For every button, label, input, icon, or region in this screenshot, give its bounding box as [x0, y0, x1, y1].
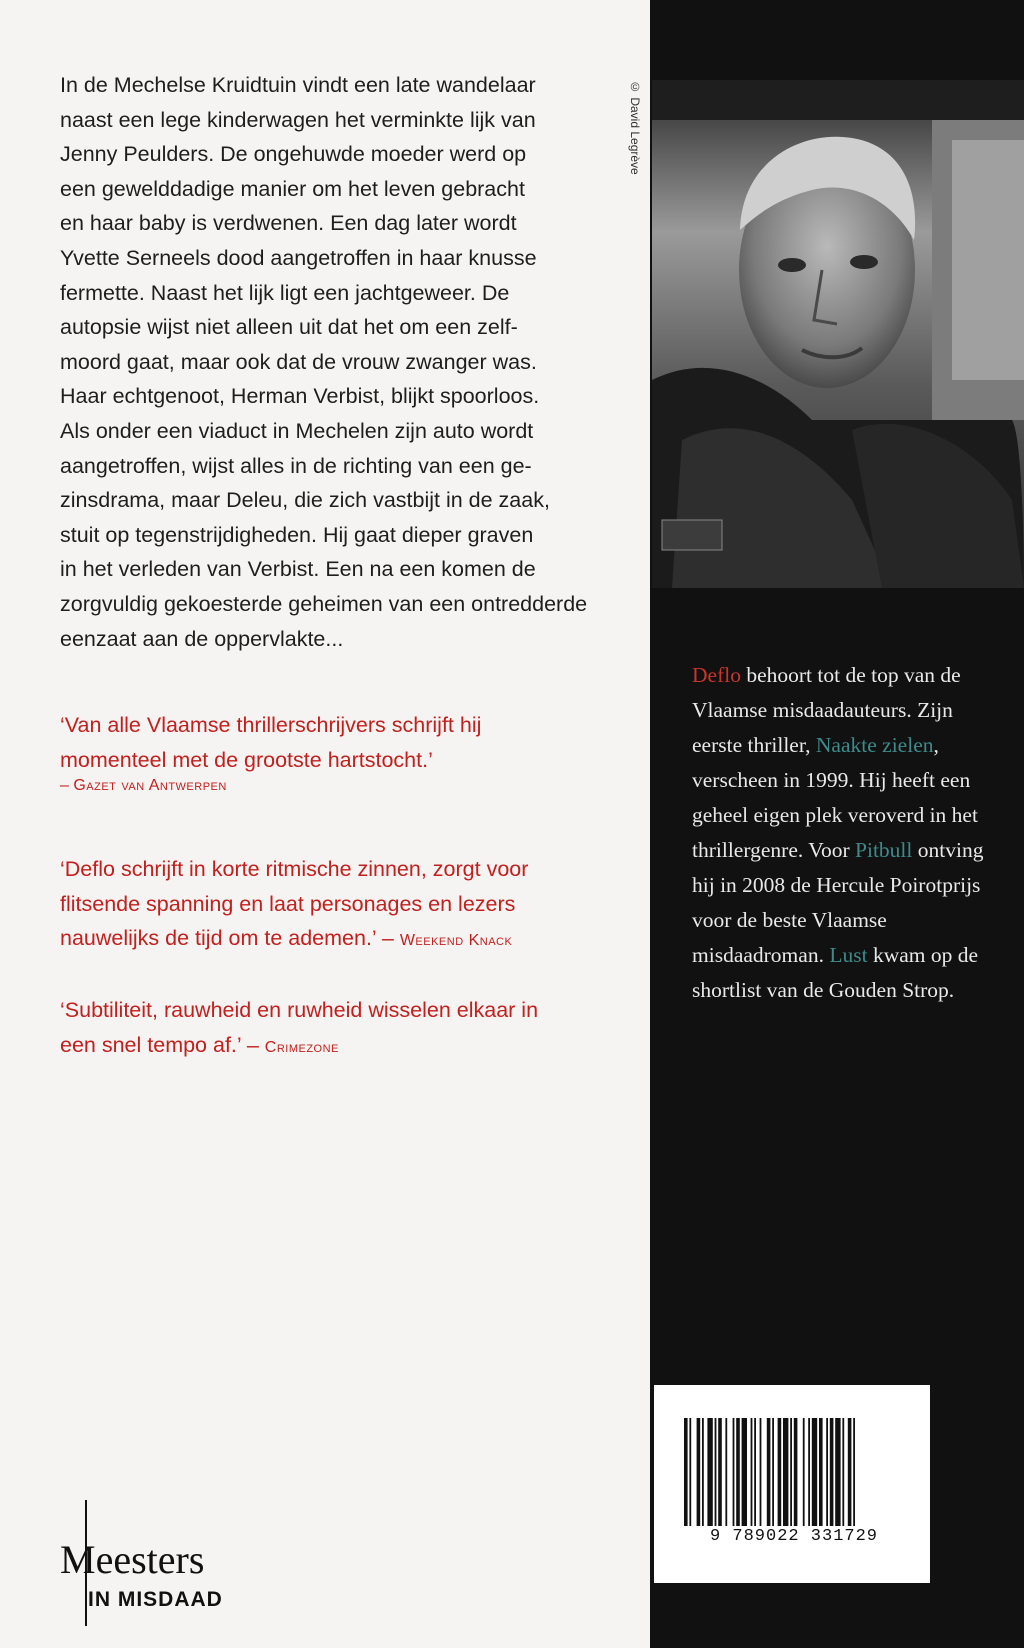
barcode-bar [742, 1418, 747, 1526]
barcode-bar [718, 1418, 722, 1526]
logo-wordmark: Meesters [60, 1537, 205, 1582]
barcode-bar [794, 1418, 798, 1526]
author-photo [652, 80, 1024, 588]
barcode-bar [760, 1418, 762, 1526]
book-title: Naakte zielen [815, 732, 934, 757]
barcode-bar [783, 1418, 788, 1526]
barcode-bar [812, 1418, 817, 1526]
barcode-bar [754, 1418, 756, 1526]
barcode-bar [819, 1418, 823, 1526]
barcode-bar [684, 1418, 688, 1526]
barcode-bar [853, 1418, 855, 1526]
review-quote-1 [60, 708, 600, 795]
barcode-bar [733, 1418, 735, 1526]
blurb-text: In de Mechelse Kruidtuin vindt een late wandelaar naast een lege kinderwagen het verminkte lijk van Jenny Peulders. De ongehuwde moeder werd op een gewelddadige manier om het leven gebracht en haar baby is verdwenen. Een dag later wordt Yvette Serneels dood aangetroffen in haar knusse fermette. Naast het lijk ligt een jachtgeweer. De autopsie wijst niet alleen uit dat het om een zelf- moord gaat, maar ook dat de vrouw zwanger was. Haar echtgenoot, Herman Verbist, blijkt spoorloos. Als onder een viaduct in Mechelen zijn auto wordt aangetroffen, wijst alles in de richting van een ge- zinsdrama, maar Deleu, die zich vastbijt in de zaak, stuit op tegenstrijdigheden. Hij gaat dieper graven in het verleden van Verbist. Een na een komen de zorgvuldig gekoesterde geheimen van een ontredderde eenzaat aan de oppervlakte... [60, 73, 588, 651]
review-quote-3 [60, 993, 600, 1065]
barcode-bar [751, 1418, 753, 1526]
quote-text: ‘Subtiliteit, rauwheid en ruwheid wisselen elkaar in een snel tempo af.’ – Crimezone [60, 998, 539, 1057]
barcode-bar [772, 1418, 774, 1526]
author-name: Deflo [692, 662, 741, 687]
barcode-bar [826, 1418, 828, 1526]
isbn-digits: 9 789022 331729 [709, 1527, 879, 1546]
barcode-bar [835, 1418, 840, 1526]
barcode-bar [830, 1418, 834, 1526]
quote-source: Weekend Knack [399, 932, 513, 950]
review-quote-2 [60, 852, 600, 959]
author-bio: Deflo behoort tot de top van de Vlaamse misdaadauteurs. Zijn eerste thriller, Naakte zielen, verscheen in 1999. Hij heeft een geheel eigen plek veroverd in het thrillergenre. Voor Pitbull ontving hij in 2008 de Hercule Poirotprijs voor de beste Vlaamse misdaadroman. Lust kwam op de shortlist van de Gouden Strop. [692, 662, 984, 1002]
barcode-bar [848, 1418, 852, 1526]
barcode-bar [767, 1418, 771, 1526]
barcode-bar [736, 1418, 740, 1526]
barcode-bar [778, 1418, 782, 1526]
quote-source-line: – Gazet van Antwerpen [60, 777, 227, 795]
barcode-bar [790, 1418, 792, 1526]
barcode-bar [725, 1418, 727, 1526]
barcode-bar [715, 1418, 717, 1526]
barcode [654, 1385, 930, 1583]
publisher-logo [60, 1500, 260, 1630]
book-title: Pitbull [855, 837, 913, 862]
quote-text: ‘Deflo schrijft in korte ritmische zinnen, zorgt voor flitsende spanning en laat personages en lezers nauwelijks de tijd om te ademen.’ – Weekend Knack [60, 857, 529, 951]
barcode-bar [707, 1418, 712, 1526]
quote-text: ‘Van alle Vlaamse thrillerschrijvers schrijft hij momenteel met de grootste hartstocht.’ [60, 713, 482, 772]
barcode-bar [842, 1418, 844, 1526]
photo-credit: © David Legrève [628, 80, 642, 175]
barcode-bar [808, 1418, 810, 1526]
barcode-bars [684, 1418, 904, 1526]
author-portrait-illustration [652, 80, 1024, 588]
quote-source: Gazet van Antwerpen [73, 777, 227, 795]
barcode-bar [689, 1418, 691, 1526]
barcode-bar [702, 1418, 704, 1526]
logo-subtitle: IN MISDAAD [88, 1588, 223, 1611]
barcode-bar [803, 1418, 805, 1526]
barcode-bar [697, 1418, 701, 1526]
quote-source: Crimezone [264, 1038, 339, 1056]
book-title: Lust [829, 942, 868, 967]
